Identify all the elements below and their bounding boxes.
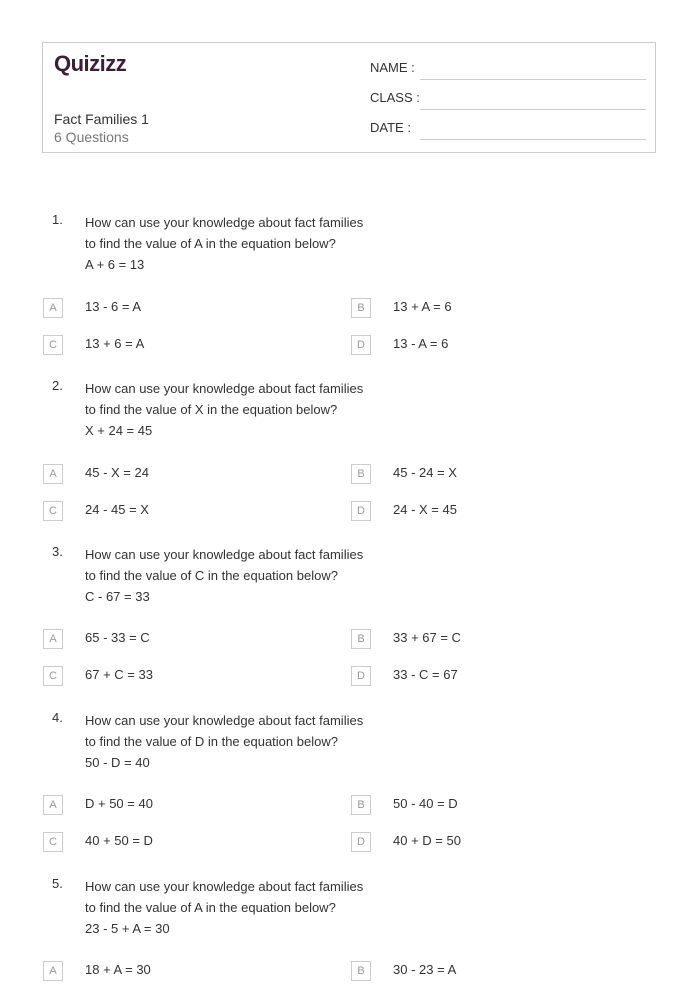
- option-letter-box: B: [351, 464, 371, 484]
- option-text: 24 - 45 = X: [85, 502, 149, 517]
- option-letter-box: C: [43, 666, 63, 686]
- question-text: [85, 710, 363, 773]
- question-line: to find the value of D in the equation below?: [85, 734, 338, 749]
- option-text: 13 + 6 = A: [85, 336, 145, 351]
- class-field: [370, 90, 646, 110]
- question-text: [85, 544, 363, 607]
- option-text: 30 - 23 = A: [393, 962, 457, 977]
- option-letter-box: C: [43, 501, 63, 521]
- option-letter-box: A: [43, 961, 63, 981]
- question-line: How can use your knowledge about fact families: [85, 381, 364, 396]
- question-text: [85, 378, 363, 441]
- option-text: 13 + A = 6: [393, 299, 452, 314]
- worksheet-header: [42, 42, 656, 153]
- option-letter-box: A: [43, 298, 63, 318]
- option-letter-box: D: [351, 501, 371, 521]
- option-letter-box: B: [351, 961, 371, 981]
- option-letter-box: B: [351, 298, 371, 318]
- question-equation: A + 6 = 13: [85, 257, 145, 272]
- option-letter-box: C: [43, 335, 63, 355]
- question-number: 1.: [52, 212, 63, 227]
- question-equation: 23 - 5 + A = 30: [85, 921, 170, 936]
- question-equation: C - 67 = 33: [85, 589, 150, 604]
- option-text: 33 + 67 = C: [393, 630, 461, 645]
- question-number: 3.: [52, 544, 63, 559]
- class-label: CLASS :: [370, 90, 420, 105]
- option-text: 40 + 50 = D: [85, 833, 153, 848]
- question-count: 6 Questions: [54, 129, 129, 145]
- worksheet-title: Fact Families 1: [54, 111, 149, 127]
- name-line: [420, 79, 646, 80]
- option-text: 13 - A = 6: [393, 336, 449, 351]
- question-number: 5.: [52, 876, 63, 891]
- option-letter-box: A: [43, 795, 63, 815]
- option-text: 13 - 6 = A: [85, 299, 142, 314]
- question-text: [85, 212, 363, 275]
- option-text: 18 + A = 30: [85, 962, 151, 977]
- question-number: 2.: [52, 378, 63, 393]
- option-text: 33 - C = 67: [393, 667, 458, 682]
- question-line: How can use your knowledge about fact families: [85, 879, 364, 894]
- date-field: [370, 120, 646, 140]
- option-text: 45 - 24 = X: [393, 465, 457, 480]
- option-letter-box: B: [351, 629, 371, 649]
- option-text: 67 + C = 33: [85, 667, 153, 682]
- question-line: to find the value of A in the equation below?: [85, 236, 336, 251]
- question-text: [85, 876, 363, 939]
- question-equation: 50 - D = 40: [85, 755, 150, 770]
- option-letter-box: D: [351, 335, 371, 355]
- question-line: to find the value of C in the equation below?: [85, 568, 338, 583]
- option-letter-box: B: [351, 795, 371, 815]
- option-letter-box: A: [43, 464, 63, 484]
- class-line: [420, 109, 646, 110]
- name-label: NAME :: [370, 60, 415, 75]
- name-field: [370, 60, 646, 80]
- option-text: 50 - 40 = D: [393, 796, 458, 811]
- option-text: 65 - 33 = C: [85, 630, 150, 645]
- question-line: How can use your knowledge about fact families: [85, 215, 364, 230]
- question-line: to find the value of A in the equation below?: [85, 900, 336, 915]
- option-letter-box: A: [43, 629, 63, 649]
- option-text: 24 - X = 45: [393, 502, 457, 517]
- question-equation: X + 24 = 45: [85, 423, 153, 438]
- option-letter-box: D: [351, 666, 371, 686]
- option-text: D + 50 = 40: [85, 796, 153, 811]
- date-line: [420, 139, 646, 140]
- question-number: 4.: [52, 710, 63, 725]
- option-letter-box: C: [43, 832, 63, 852]
- quizizz-logo: Quizizz: [54, 51, 127, 76]
- date-label: DATE :: [370, 120, 411, 135]
- option-text: 40 + D = 50: [393, 833, 461, 848]
- question-line: to find the value of X in the equation below?: [85, 402, 338, 417]
- option-text: 45 - X = 24: [85, 465, 149, 480]
- option-letter-box: D: [351, 832, 371, 852]
- question-line: How can use your knowledge about fact families: [85, 547, 364, 562]
- question-line: How can use your knowledge about fact families: [85, 713, 364, 728]
